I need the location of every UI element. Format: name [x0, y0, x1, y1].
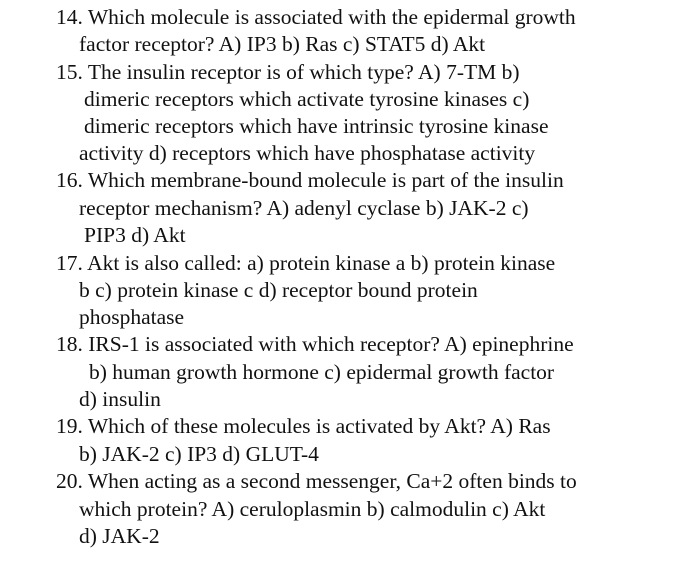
question-14-line-2: factor receptor? A) IP3 b) Ras c) STAT5 d) Akt — [79, 32, 486, 56]
question-20-line-1: 20. When acting as a second messenger, Ca+2 often binds to — [56, 469, 577, 493]
question-17-line-2: b c) protein kinase c d) receptor bound protein — [79, 278, 478, 302]
question-18-line-1: 18. IRS-1 is associated with which receptor? A) epinephrine — [56, 332, 574, 356]
question-17-line-3: phosphatase — [79, 305, 185, 329]
question-15-line-4: activity d) receptors which have phosphatase activity — [79, 141, 536, 165]
question-20-line-3: d) JAK-2 — [79, 524, 160, 548]
question-19-line-1: 19. Which of these molecules is activated by Akt? A) Ras — [56, 414, 551, 438]
question-18-line-2: b) human growth hormone c) epidermal growth factor — [89, 360, 555, 384]
question-15-line-3: dimeric receptors which have intrinsic tyrosine kinase — [84, 114, 549, 138]
question-14-line-1: 14. Which molecule is associated with the epidermal growth — [56, 5, 576, 29]
question-15-line-1: 15. The insulin receptor is of which type? A) 7-TM b) — [56, 60, 520, 84]
question-17-line-1: 17. Akt is also called: a) protein kinase a b) protein kinase — [56, 251, 556, 275]
question-19-line-2: b) JAK-2 c) IP3 d) GLUT-4 — [79, 442, 319, 466]
question-15-line-2: dimeric receptors which activate tyrosine kinases c) — [84, 87, 530, 111]
question-16-line-1: 16. Which membrane-bound molecule is part of the insulin — [56, 168, 564, 192]
question-16-line-3: PIP3 d) Akt — [84, 223, 186, 247]
question-16-line-2: receptor mechanism? A) adenyl cyclase b) JAK-2 c) — [79, 196, 529, 220]
question-20-line-2: which protein? A) ceruloplasmin b) calmodulin c) Akt — [79, 497, 546, 521]
question-18-line-3: d) insulin — [79, 387, 161, 411]
